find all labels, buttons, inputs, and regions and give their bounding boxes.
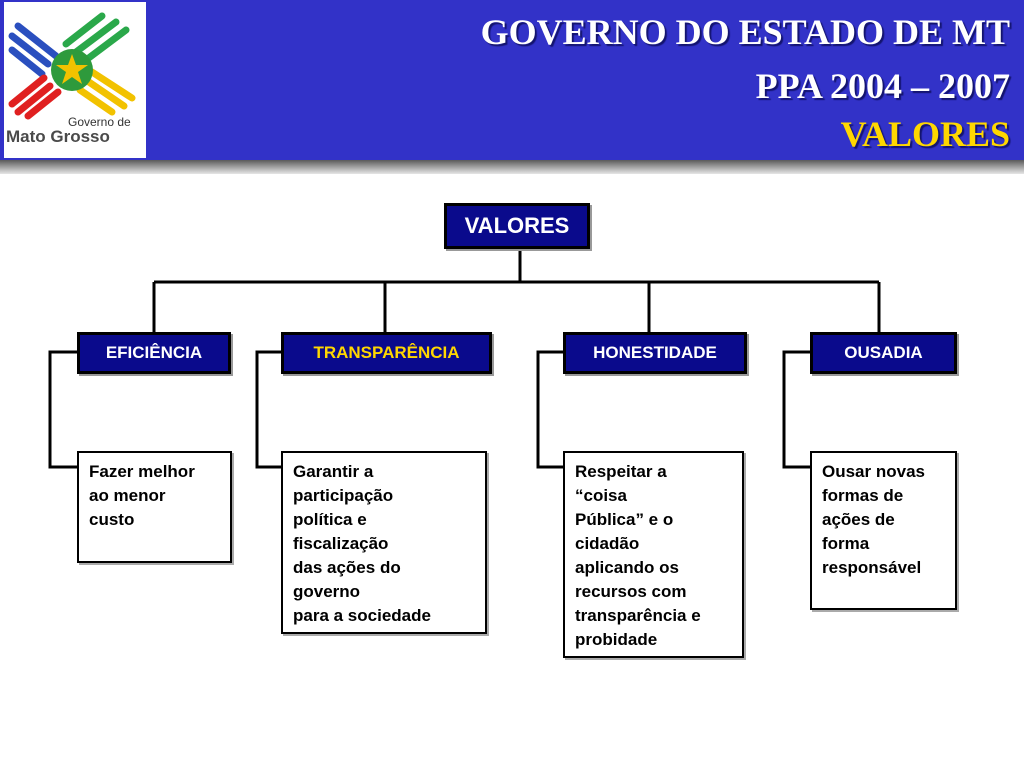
description-line: forma — [822, 534, 870, 553]
description-transparencia — [281, 451, 487, 634]
section-title: VALORES — [840, 114, 1010, 154]
description-line: participação — [293, 486, 394, 505]
root-node-valores: VALORES — [444, 203, 590, 249]
page-title: GOVERNO DO ESTADO DE MT — [480, 12, 1010, 52]
description-line: Garantir a — [293, 462, 374, 481]
description-line: Pública” e o — [575, 510, 674, 529]
value-node-eficiencia: EFICIÊNCIA — [77, 332, 231, 374]
description-line: ações de — [822, 510, 895, 529]
description-line: responsável — [822, 558, 922, 577]
description-line: probidade — [575, 630, 658, 649]
value-node-honestidade: HONESTIDADE — [563, 332, 747, 374]
description-line: Respeitar a — [575, 462, 667, 481]
value-node-transparencia: TRANSPARÊNCIA — [281, 332, 492, 374]
description-eficiencia — [77, 451, 232, 563]
description-line: fiscalização — [293, 534, 389, 553]
description-line: aplicando os — [575, 558, 679, 577]
description-line: cidadão — [575, 534, 640, 553]
description-line: “coisa — [575, 486, 627, 505]
description-line: Ousar novas — [822, 462, 925, 481]
description-line: formas de — [822, 486, 904, 505]
description-line: política e — [293, 510, 367, 529]
description-ousadia — [810, 451, 957, 610]
page-subtitle: PPA 2004 – 2007 — [755, 66, 1010, 106]
description-line: transparência e — [575, 606, 701, 625]
description-honestidade — [563, 451, 744, 658]
value-node-ousadia: OUSADIA — [810, 332, 957, 374]
description-line: custo — [89, 510, 135, 529]
description-line: Fazer melhor — [89, 462, 195, 481]
description-line: para a sociedade — [293, 606, 431, 625]
description-line: recursos com — [575, 582, 687, 601]
svg-text:Governo de: Governo de — [68, 115, 131, 129]
description-line: governo — [293, 582, 361, 601]
description-line: das ações do — [293, 558, 401, 577]
svg-text:Mato Grosso: Mato Grosso — [6, 127, 110, 146]
description-line: ao menor — [89, 486, 166, 505]
